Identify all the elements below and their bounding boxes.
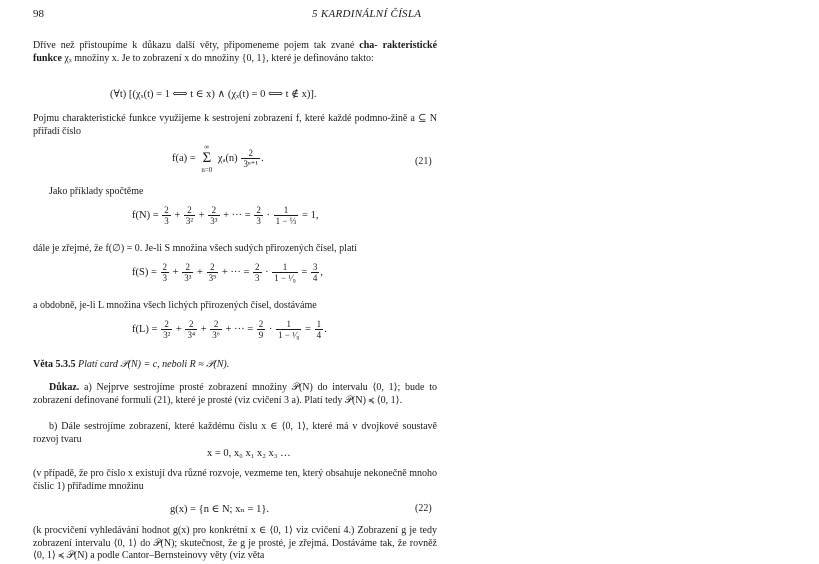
fN-result: = 1, bbox=[302, 209, 319, 221]
equation-21 bbox=[172, 143, 264, 174]
proof-part-a bbox=[33, 382, 437, 407]
fL-t1-den: 3² bbox=[163, 330, 171, 340]
fS-t1-den: 3 bbox=[162, 273, 168, 283]
fN-term1 bbox=[162, 205, 171, 226]
fN-ratio bbox=[274, 205, 299, 226]
fN-ratio-den: 1 − ⅓ bbox=[275, 216, 297, 226]
fL-t2-den: 3⁴ bbox=[187, 330, 196, 340]
eq21-den: 3ⁿ⁺¹ bbox=[243, 159, 259, 169]
fL-ratio-den: 1 − ¹⁄₉ bbox=[278, 330, 300, 340]
fL-coef-den: 9 bbox=[258, 330, 264, 340]
fS-term3 bbox=[207, 262, 219, 283]
fS-t3-num: 2 bbox=[207, 262, 219, 273]
fL-coef bbox=[257, 319, 266, 340]
fL-dots: + ··· = bbox=[225, 323, 254, 335]
fL-t1-num: 2 bbox=[161, 319, 172, 330]
equation-characteristic: (∀t) [(χₓ(t) = 1 ⟺ t ∈ x) ∧ (χₓ(t) = 0 ⟺ t ∉ x)]. bbox=[110, 89, 317, 100]
proof-text-a: a) Nejprve sestrojíme prosté zobrazení množiny 𝒫(N) do intervalu ⟨0, 1⟩; bude to zobrazení definované formulí (21), které je prosté (viz cvičení 3 a). Platí tedy 𝒫(N) ≼ ⟨0, 1⟩. bbox=[33, 382, 437, 406]
eq21-term: χₐ(n) bbox=[217, 152, 238, 164]
fN-term3 bbox=[208, 205, 219, 226]
intro-text-1: Dříve než přistoupíme k důkazu další věty, připomeneme pojem tak zvané bbox=[33, 40, 360, 51]
sum-symbol bbox=[201, 143, 212, 174]
paragraph-odd: a obdobně, je-li L množina všech lichých přirozených čísel, dostáváme bbox=[33, 300, 317, 311]
fL-result bbox=[315, 319, 324, 340]
eq21-lhs: f(a) = bbox=[172, 152, 196, 164]
fL-lhs: f(L) = bbox=[132, 323, 158, 335]
paragraph-even: dále je zřejmé, že f(∅) = 0. Je-li S množina všech sudých přirozených čísel, platí bbox=[33, 243, 357, 254]
fN-coef bbox=[254, 205, 263, 226]
fL-term3 bbox=[210, 319, 222, 340]
fS-coef-num: 2 bbox=[255, 262, 260, 272]
fS-t3-den: 3⁵ bbox=[208, 273, 217, 283]
theorem-statement bbox=[33, 359, 437, 372]
equation-number-21: (21) bbox=[415, 156, 432, 167]
fN-t2-den: 3² bbox=[185, 216, 194, 226]
fN-t2-num: 2 bbox=[184, 205, 195, 216]
theorem-label: Věta 5.3.5 bbox=[33, 359, 76, 370]
fN-t3-num: 2 bbox=[208, 205, 219, 216]
fS-result bbox=[311, 262, 320, 283]
fS-res-num: 3 bbox=[312, 262, 318, 272]
equation-22: g(x) = {n ∈ N; xₙ = 1}. bbox=[170, 504, 269, 515]
fL-res-num: 1 bbox=[316, 319, 322, 329]
paragraph-final: (k procvičení vyhledávání hodnot g(x) pro konkrétní x ∈ ⟨0, 1⟩ viz cvičení 4.) Zobrazení g je tedy zobrazení intervalu ⟨0, 1⟩ do 𝒫(N); skutečnost, že g je prosté, je zřejmá. Dostáváme tak, že rovněž ⟨0, 1⟩ ≼ 𝒫(N) a podle Cantor–Bernsteinovy věty (viz věta bbox=[33, 525, 437, 562]
fS-coef-den: 3 bbox=[255, 273, 260, 283]
equation-number-22: (22) bbox=[415, 503, 432, 514]
fS-ratio-den: 1 − ¹⁄₉ bbox=[274, 273, 296, 283]
fL-tail: . bbox=[324, 323, 327, 335]
fS-res-den: 4 bbox=[312, 273, 318, 283]
proof-part-b: b) Dále sestrojíme zobrazení, které každému číslu x ∈ ⟨0, 1⟩, které má v dvojkové soustavě rozvoj tvaru bbox=[33, 421, 437, 445]
paragraph-examples: Jako příklady spočtěme bbox=[49, 186, 144, 197]
fS-ratio-num: 1 bbox=[272, 262, 297, 273]
fS-term2 bbox=[182, 262, 193, 283]
intro-bold-1: cha- bbox=[359, 40, 378, 51]
equation-fN: f(N) = $\frac{2}{3}$ + $\frac{2}{\text{3²}}$ + $\frac{2}{\text{3³}}$ + ··· = $\frac{2}{3}$ · $\frac{1}{\text{1 − ⅓}}$ = 1, bbox=[132, 205, 319, 226]
fL-t2-num: 2 bbox=[185, 319, 197, 330]
fL-ratio bbox=[276, 319, 301, 340]
fS-eq: = bbox=[301, 266, 308, 278]
sum-lower: n=0 bbox=[201, 166, 213, 174]
fN-t1-num: 2 bbox=[164, 205, 169, 215]
fL-res-den: 4 bbox=[316, 330, 322, 340]
fL-coef-num: 2 bbox=[258, 319, 264, 329]
fL-t3-num: 2 bbox=[210, 319, 222, 330]
fN-coef-num: 2 bbox=[256, 205, 261, 215]
fL-eq: = bbox=[305, 323, 311, 335]
sigma-glyph: Σ bbox=[202, 150, 212, 166]
fS-lhs: f(S) = bbox=[132, 266, 157, 278]
fN-t3-den: 3³ bbox=[210, 216, 218, 226]
fS-t2-num: 2 bbox=[182, 262, 193, 273]
paragraph-intro bbox=[33, 40, 437, 65]
eq21-tail: . bbox=[261, 152, 264, 164]
fL-ratio-num: 1 bbox=[276, 319, 301, 330]
fS-t1-num: 2 bbox=[162, 262, 168, 272]
eq21-fraction bbox=[241, 148, 260, 169]
fS-t2-den: 3³ bbox=[184, 273, 192, 283]
chapter-title: 5 KARDINÁLNÍ ČÍSLA bbox=[312, 8, 422, 20]
equation-fL: f(L) = $\frac{2}{\text{3²}}$ + $\frac{2}{\text{3⁴}}$ + $\frac{2}{\text{3⁶}}$ + ··· = $\frac{2}{9}$ · $\frac{1}{\text{1 − ¹⁄₉}}$ = $\frac{1}{4}$ . bbox=[132, 319, 327, 340]
fS-term1 bbox=[161, 262, 170, 283]
intro-bold-2: rakteristické funkce bbox=[33, 40, 438, 64]
paragraph-construction: Pojmu charakteristické funkce využijeme k sestrojení zobrazení f, které každé podmno-žině a ⊆ N přiřadí číslo bbox=[33, 113, 437, 137]
fN-coef-den: 3 bbox=[256, 216, 261, 226]
eq21-num: 2 bbox=[241, 148, 260, 159]
equation-fS: f(S) = $\frac{2}{3}$ + $\frac{2}{\text{3³}}$ + $\frac{2}{\text{3⁵}}$ + ··· = $\frac{2}{3}$ · $\frac{1}{\text{1 − ¹⁄₉}}$ = $\frac{3}{4}$ , bbox=[132, 262, 324, 283]
fN-ratio-num: 1 bbox=[274, 205, 299, 216]
fS-ratio bbox=[272, 262, 297, 283]
proof-label: Důkaz. bbox=[49, 382, 80, 393]
fL-t3-den: 3⁶ bbox=[212, 330, 220, 340]
equation-binary-expansion: x = 0, x₀ x₁ x₂ x₃ … bbox=[207, 448, 291, 459]
fS-coef bbox=[253, 262, 262, 283]
fS-tail: , bbox=[320, 266, 324, 278]
sum-upper: ∞ bbox=[204, 143, 210, 151]
fS-dots: + ··· = bbox=[221, 266, 250, 278]
fN-lhs: f(N) = bbox=[132, 209, 159, 221]
page-number: 98 bbox=[33, 8, 44, 20]
fL-term2 bbox=[185, 319, 197, 340]
fN-term2 bbox=[184, 205, 195, 226]
fL-term1 bbox=[161, 319, 172, 340]
intro-text-2: χₓ množiny x. Je to zobrazení x do množiny {0, 1}, které je definováno takto: bbox=[61, 52, 374, 64]
fN-dots: + ··· = bbox=[223, 209, 251, 221]
fN-t1-den: 3 bbox=[164, 216, 169, 226]
theorem-text: Platí card 𝒫(N) = c, neboli R ≈ 𝒫(N). bbox=[75, 359, 230, 370]
paragraph-case: (v případě, že pro číslo x existují dva různé rozvoje, vezmeme ten, který obsahuje nekonečně mnoho číslic 1) přiřadíme množinu bbox=[33, 468, 437, 492]
